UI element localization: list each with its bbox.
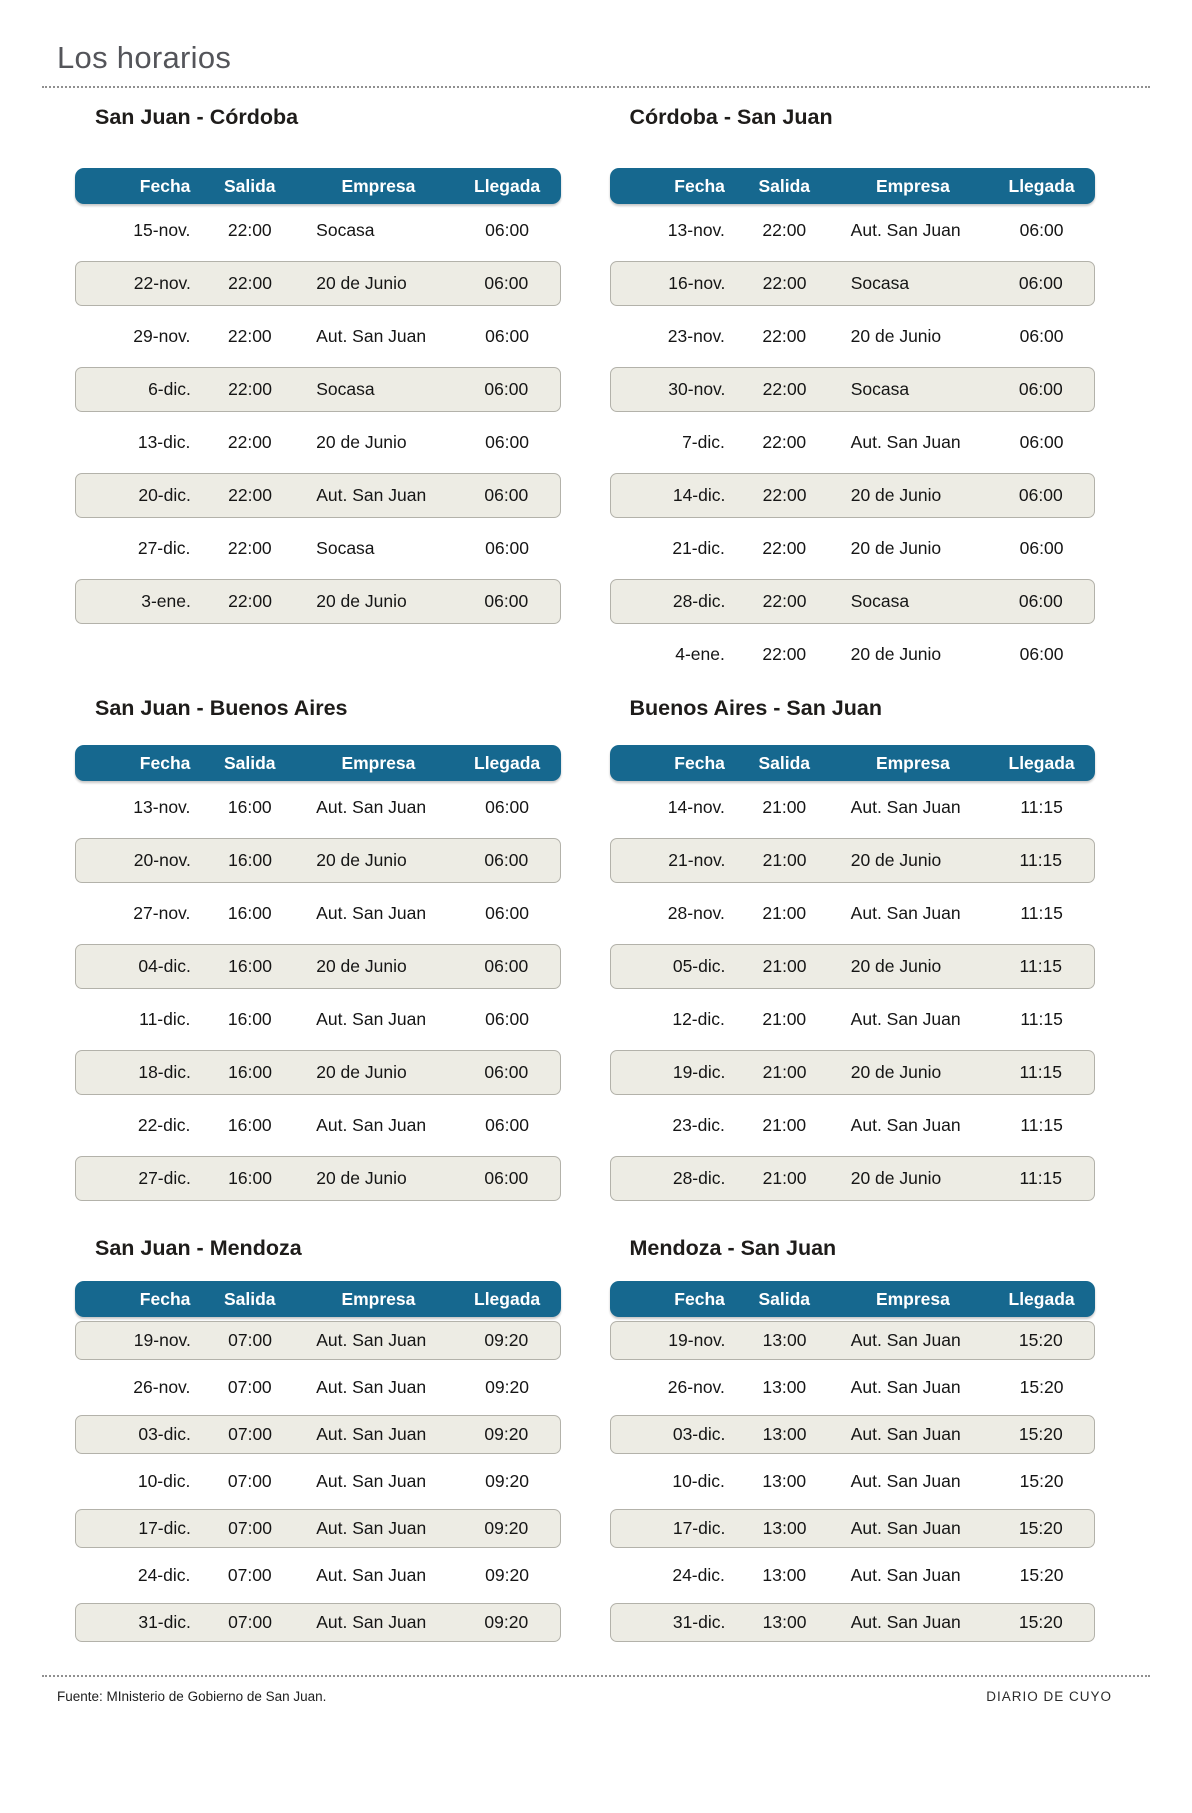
route-title: Córdoba - San Juan bbox=[629, 105, 833, 129]
route-title: San Juan - Mendoza bbox=[95, 1236, 302, 1260]
cell-fecha: 13-nov. bbox=[667, 220, 725, 240]
cell-empresa: Aut. San Juan bbox=[316, 1612, 427, 1632]
cell-llegada: 06:00 bbox=[1019, 326, 1064, 346]
cell-llegada: 11:15 bbox=[1020, 903, 1063, 923]
column-header-salida: Salida bbox=[758, 175, 811, 196]
cell-empresa: 20 de Junio bbox=[316, 1062, 407, 1082]
cell-empresa: 20 de Junio bbox=[316, 1168, 407, 1188]
table-row bbox=[75, 993, 561, 1046]
cell-llegada: 06:00 bbox=[1018, 273, 1063, 293]
cell-llegada: 15:20 bbox=[1018, 1518, 1063, 1538]
cell-empresa: Aut. San Juan bbox=[316, 797, 427, 817]
cell-salida: 21:00 bbox=[762, 1168, 807, 1188]
cell-fecha: 13-dic. bbox=[137, 432, 191, 452]
schedule-table bbox=[75, 745, 561, 1201]
column-header-fecha: Fecha bbox=[674, 752, 725, 773]
cell-llegada: 06:00 bbox=[484, 591, 529, 611]
cell-fecha: 16-nov. bbox=[668, 273, 726, 293]
cell-salida: 22:00 bbox=[762, 432, 807, 452]
cell-salida: 21:00 bbox=[762, 956, 807, 976]
column-header-empresa: Empresa bbox=[875, 1288, 950, 1309]
cell-salida: 22:00 bbox=[762, 644, 807, 664]
cell-fecha: 27-dic. bbox=[137, 538, 191, 558]
cell-empresa: 20 de Junio bbox=[850, 538, 942, 558]
cell-empresa: Socasa bbox=[316, 379, 375, 399]
cell-fecha: 15-nov. bbox=[133, 220, 191, 240]
route-section-mendoza-san-juan bbox=[610, 1205, 1096, 1646]
table-row bbox=[610, 1415, 1096, 1454]
table-row bbox=[75, 1156, 561, 1201]
cell-fecha: 27-dic. bbox=[138, 1168, 191, 1188]
cell-empresa: Aut. San Juan bbox=[850, 1009, 961, 1029]
cell-llegada: 06:00 bbox=[485, 1009, 529, 1029]
cell-empresa: Aut. San Juan bbox=[850, 1471, 961, 1491]
cell-llegada: 06:00 bbox=[484, 485, 529, 505]
table-row bbox=[610, 838, 1096, 883]
table-row bbox=[610, 473, 1096, 518]
column-header-empresa: Empresa bbox=[341, 175, 416, 196]
route-title: Mendoza - San Juan bbox=[629, 1236, 837, 1260]
table-row bbox=[75, 261, 561, 306]
cell-empresa: 20 de Junio bbox=[316, 591, 407, 611]
cell-fecha: 17-dic. bbox=[672, 1518, 726, 1538]
cell-empresa: Aut. San Juan bbox=[316, 1330, 427, 1350]
cell-salida: 13:00 bbox=[762, 1330, 807, 1350]
cell-llegada: 06:00 bbox=[484, 956, 529, 976]
cell-salida: 22:00 bbox=[228, 485, 272, 505]
cell-empresa: 20 de Junio bbox=[316, 850, 407, 870]
cell-fecha: 10-dic. bbox=[672, 1471, 725, 1491]
cell-fecha: 31-dic. bbox=[138, 1612, 191, 1632]
cell-fecha: 10-dic. bbox=[137, 1471, 191, 1491]
cell-fecha: 14-dic. bbox=[672, 485, 726, 505]
column-header-salida: Salida bbox=[223, 752, 276, 773]
cell-fecha: 23-nov. bbox=[667, 326, 725, 346]
cell-llegada: 15:20 bbox=[1019, 1565, 1064, 1585]
cell-llegada: 06:00 bbox=[1019, 538, 1064, 558]
cell-salida: 16:00 bbox=[227, 1009, 272, 1029]
cell-fecha: 4-ene. bbox=[675, 644, 725, 664]
cell-empresa: Aut. San Juan bbox=[850, 1115, 961, 1135]
table-row bbox=[75, 416, 561, 469]
table-header-row bbox=[610, 745, 1096, 781]
table-row bbox=[75, 838, 561, 883]
cell-empresa: Aut. San Juan bbox=[316, 1565, 427, 1585]
cell-llegada: 06:00 bbox=[485, 797, 529, 817]
table-row bbox=[610, 310, 1096, 363]
table-row bbox=[75, 1603, 561, 1642]
cell-fecha: 30-nov. bbox=[668, 379, 726, 399]
cell-fecha: 05-dic. bbox=[672, 956, 726, 976]
table-row bbox=[610, 416, 1096, 469]
cell-salida: 16:00 bbox=[227, 903, 272, 923]
cell-empresa: Aut. San Juan bbox=[316, 1518, 427, 1538]
cell-salida: 22:00 bbox=[227, 538, 272, 558]
cell-salida: 22:00 bbox=[227, 220, 272, 240]
route-title: Buenos Aires - San Juan bbox=[629, 696, 882, 720]
column-header-fecha: Fecha bbox=[139, 175, 191, 196]
cell-fecha: 3-ene. bbox=[141, 591, 191, 611]
cell-llegada: 06:00 bbox=[484, 1062, 529, 1082]
cell-salida: 21:00 bbox=[762, 1009, 807, 1029]
cell-fecha: 19-nov. bbox=[668, 1330, 726, 1350]
column-header-llegada: Llegada bbox=[1008, 1288, 1075, 1309]
table-row bbox=[75, 781, 561, 834]
cell-salida: 21:00 bbox=[762, 1062, 807, 1082]
cell-salida: 21:00 bbox=[762, 797, 807, 817]
column-header-llegada: Llegada bbox=[1008, 752, 1075, 773]
cell-salida: 07:00 bbox=[228, 1424, 272, 1444]
cell-llegada: 09:20 bbox=[484, 1518, 529, 1538]
cell-salida: 22:00 bbox=[227, 326, 272, 346]
cell-empresa: Aut. San Juan bbox=[316, 903, 427, 923]
table-header-row bbox=[75, 745, 561, 781]
cell-salida: 13:00 bbox=[762, 1565, 807, 1585]
table-row bbox=[75, 944, 561, 989]
bottom-dotted-divider bbox=[42, 1675, 1150, 1677]
column-header-fecha: Fecha bbox=[674, 1288, 725, 1309]
cell-llegada: 09:20 bbox=[484, 1424, 529, 1444]
cell-llegada: 11:15 bbox=[1019, 1062, 1063, 1082]
cell-empresa: Aut. San Juan bbox=[316, 1471, 427, 1491]
cell-salida: 16:00 bbox=[228, 850, 272, 870]
cell-llegada: 09:20 bbox=[484, 1612, 529, 1632]
cell-empresa: Socasa bbox=[316, 220, 375, 240]
route-section-cordoba-san-juan bbox=[610, 88, 1096, 681]
cell-fecha: 21-nov. bbox=[668, 850, 726, 870]
cell-salida: 13:00 bbox=[762, 1612, 807, 1632]
cell-empresa: Aut. San Juan bbox=[316, 485, 427, 505]
cell-salida: 22:00 bbox=[762, 591, 807, 611]
cell-salida: 22:00 bbox=[762, 538, 807, 558]
table-row bbox=[75, 473, 561, 518]
route-section-san-juan-mendoza bbox=[75, 1205, 561, 1646]
cell-empresa: Aut. San Juan bbox=[850, 797, 961, 817]
table-header-row bbox=[75, 168, 561, 204]
cell-empresa: 20 de Junio bbox=[316, 956, 407, 976]
cell-llegada: 06:00 bbox=[1018, 485, 1063, 505]
page-title: Los horarios bbox=[57, 40, 232, 75]
cell-llegada: 06:00 bbox=[484, 379, 529, 399]
schedule-table bbox=[610, 168, 1096, 681]
column-header-fecha: Fecha bbox=[674, 175, 725, 196]
column-header-empresa: Empresa bbox=[341, 1288, 416, 1309]
cell-fecha: 22-dic. bbox=[137, 1115, 191, 1135]
route-section-san-juan-cordoba bbox=[75, 88, 561, 681]
cell-llegada: 15:20 bbox=[1019, 1377, 1064, 1397]
cell-empresa: Socasa bbox=[850, 379, 910, 399]
cell-fecha: 14-nov. bbox=[667, 797, 725, 817]
cell-fecha: 6-dic. bbox=[148, 379, 191, 399]
table-row bbox=[610, 887, 1096, 940]
cell-fecha: 11-dic. bbox=[139, 1009, 191, 1029]
cell-llegada: 06:00 bbox=[485, 538, 529, 558]
cell-empresa: 20 de Junio bbox=[850, 644, 942, 664]
cell-salida: 16:00 bbox=[228, 1168, 272, 1188]
cell-fecha: 23-dic. bbox=[672, 1115, 725, 1135]
cell-fecha: 28-dic. bbox=[672, 1168, 726, 1188]
column-header-llegada: Llegada bbox=[474, 752, 541, 773]
cell-llegada: 15:20 bbox=[1018, 1330, 1063, 1350]
table-row bbox=[610, 367, 1096, 412]
footer bbox=[57, 1689, 1112, 1704]
cell-empresa: Aut. San Juan bbox=[850, 432, 961, 452]
cell-llegada: 06:00 bbox=[484, 273, 529, 293]
cell-empresa: Aut. San Juan bbox=[850, 1612, 961, 1632]
table-row bbox=[610, 1509, 1096, 1548]
table-row bbox=[610, 1050, 1096, 1095]
cell-fecha: 13-nov. bbox=[133, 797, 191, 817]
cell-empresa: Aut. San Juan bbox=[850, 1330, 961, 1350]
cell-salida: 16:00 bbox=[228, 1062, 272, 1082]
table-header-row bbox=[610, 1281, 1096, 1317]
cell-empresa: 20 de Junio bbox=[850, 485, 942, 505]
cell-salida: 07:00 bbox=[227, 1565, 272, 1585]
cell-empresa: Aut. San Juan bbox=[316, 1115, 427, 1135]
cell-llegada: 06:00 bbox=[485, 903, 529, 923]
table-row bbox=[75, 367, 561, 412]
table-row bbox=[610, 579, 1096, 624]
cell-fecha: 29-nov. bbox=[133, 326, 191, 346]
cell-llegada: 11:15 bbox=[1020, 1115, 1063, 1135]
table-row bbox=[75, 579, 561, 624]
cell-llegada: 09:20 bbox=[485, 1377, 529, 1397]
cell-salida: 07:00 bbox=[228, 1518, 272, 1538]
table-row bbox=[610, 1552, 1096, 1599]
cell-fecha: 27-nov. bbox=[133, 903, 191, 923]
cell-empresa: Aut. San Juan bbox=[316, 1424, 427, 1444]
cell-fecha: 17-dic. bbox=[138, 1518, 191, 1538]
cell-fecha: 12-dic. bbox=[672, 1009, 725, 1029]
cell-empresa: 20 de Junio bbox=[850, 326, 942, 346]
cell-llegada: 09:20 bbox=[484, 1330, 529, 1350]
cell-llegada: 15:20 bbox=[1018, 1424, 1063, 1444]
route-section-buenos-aires-san-juan bbox=[610, 681, 1096, 1205]
table-row bbox=[610, 993, 1096, 1046]
cell-llegada: 11:15 bbox=[1020, 1009, 1063, 1029]
cell-salida: 07:00 bbox=[228, 1330, 272, 1350]
column-header-llegada: Llegada bbox=[1008, 175, 1075, 196]
table-row bbox=[610, 522, 1096, 575]
cell-empresa: Aut. San Juan bbox=[850, 1424, 961, 1444]
cell-fecha: 24-dic. bbox=[672, 1565, 725, 1585]
table-row bbox=[610, 1458, 1096, 1505]
cell-fecha: 21-dic. bbox=[672, 538, 725, 558]
cell-salida: 22:00 bbox=[762, 379, 807, 399]
table-row bbox=[610, 944, 1096, 989]
cell-empresa: Aut. San Juan bbox=[850, 1565, 961, 1585]
column-header-salida: Salida bbox=[758, 1288, 811, 1309]
column-header-empresa: Empresa bbox=[341, 752, 416, 773]
cell-llegada: 11:15 bbox=[1019, 850, 1063, 870]
cell-empresa: Aut. San Juan bbox=[850, 903, 961, 923]
cell-llegada: 11:15 bbox=[1020, 797, 1063, 817]
cell-llegada: 06:00 bbox=[485, 220, 529, 240]
cell-fecha: 19-nov. bbox=[133, 1330, 191, 1350]
table-row bbox=[75, 204, 561, 257]
cell-llegada: 06:00 bbox=[1018, 591, 1063, 611]
cell-llegada: 06:00 bbox=[1019, 644, 1064, 664]
cell-salida: 22:00 bbox=[228, 273, 272, 293]
cell-empresa: Aut. San Juan bbox=[850, 1518, 961, 1538]
cell-llegada: 09:20 bbox=[485, 1471, 529, 1491]
source-credit: Fuente: MInisterio de Gobierno de San Juan. bbox=[57, 1689, 327, 1704]
cell-empresa: 20 de Junio bbox=[316, 273, 407, 293]
cell-fecha: 20-nov. bbox=[133, 850, 191, 870]
cell-salida: 16:00 bbox=[227, 797, 272, 817]
table-row bbox=[75, 522, 561, 575]
cell-llegada: 11:15 bbox=[1019, 1168, 1063, 1188]
cell-llegada: 06:00 bbox=[1019, 432, 1064, 452]
column-header-empresa: Empresa bbox=[875, 175, 950, 196]
cell-llegada: 06:00 bbox=[485, 1115, 529, 1135]
cell-llegada: 06:00 bbox=[1019, 220, 1064, 240]
cell-fecha: 20-dic. bbox=[138, 485, 191, 505]
table-row bbox=[75, 1321, 561, 1360]
cell-fecha: 19-dic. bbox=[672, 1062, 726, 1082]
column-header-fecha: Fecha bbox=[139, 752, 191, 773]
column-header-llegada: Llegada bbox=[474, 1288, 541, 1309]
cell-salida: 22:00 bbox=[762, 326, 807, 346]
table-row bbox=[610, 1321, 1096, 1360]
cell-fecha: 03-dic. bbox=[672, 1424, 726, 1444]
cell-fecha: 24-dic. bbox=[137, 1565, 191, 1585]
cell-salida: 22:00 bbox=[228, 591, 272, 611]
schedule-grid bbox=[75, 88, 1095, 1646]
cell-llegada: 06:00 bbox=[485, 432, 529, 452]
table-row bbox=[75, 887, 561, 940]
cell-salida: 07:00 bbox=[228, 1612, 272, 1632]
cell-empresa: 20 de Junio bbox=[850, 1062, 942, 1082]
cell-empresa: Aut. San Juan bbox=[316, 326, 427, 346]
column-header-empresa: Empresa bbox=[875, 752, 950, 773]
table-row bbox=[75, 310, 561, 363]
table-row bbox=[75, 1415, 561, 1454]
cell-fecha: 26-nov. bbox=[133, 1377, 191, 1397]
cell-salida: 13:00 bbox=[762, 1518, 807, 1538]
cell-empresa: Aut. San Juan bbox=[316, 1009, 427, 1029]
cell-fecha: 04-dic. bbox=[138, 956, 191, 976]
route-title: San Juan - Buenos Aires bbox=[95, 696, 348, 720]
cell-llegada: 15:20 bbox=[1018, 1612, 1063, 1632]
publisher-brand: DIARIO DE CUYO bbox=[986, 1689, 1112, 1704]
cell-empresa: 20 de Junio bbox=[316, 432, 407, 452]
table-header-row bbox=[75, 1281, 561, 1317]
cell-salida: 07:00 bbox=[227, 1471, 272, 1491]
cell-empresa: 20 de Junio bbox=[850, 956, 942, 976]
cell-empresa: Socasa bbox=[850, 273, 910, 293]
table-row bbox=[610, 1603, 1096, 1642]
cell-empresa: Aut. San Juan bbox=[850, 220, 961, 240]
cell-llegada: 06:00 bbox=[484, 850, 529, 870]
table-header-row bbox=[610, 168, 1096, 204]
cell-empresa: Aut. San Juan bbox=[316, 1377, 427, 1397]
cell-llegada: 06:00 bbox=[485, 326, 529, 346]
cell-llegada: 06:00 bbox=[1018, 379, 1063, 399]
cell-fecha: 28-nov. bbox=[667, 903, 725, 923]
cell-fecha: 03-dic. bbox=[138, 1424, 191, 1444]
cell-salida: 22:00 bbox=[228, 379, 272, 399]
column-header-fecha: Fecha bbox=[139, 1288, 191, 1309]
cell-empresa: 20 de Junio bbox=[850, 1168, 942, 1188]
table-row bbox=[75, 1364, 561, 1411]
cell-salida: 22:00 bbox=[762, 273, 807, 293]
cell-salida: 07:00 bbox=[227, 1377, 272, 1397]
cell-salida: 13:00 bbox=[762, 1377, 807, 1397]
table-row bbox=[75, 1050, 561, 1095]
schedule-table bbox=[75, 168, 561, 624]
route-section-san-juan-buenos-aires bbox=[75, 681, 561, 1205]
cell-salida: 21:00 bbox=[762, 903, 807, 923]
cell-salida: 22:00 bbox=[227, 432, 272, 452]
cell-fecha: 7-dic. bbox=[682, 432, 725, 452]
cell-salida: 16:00 bbox=[228, 956, 272, 976]
table-row bbox=[75, 1099, 561, 1152]
cell-salida: 13:00 bbox=[762, 1471, 807, 1491]
table-row bbox=[610, 1099, 1096, 1152]
cell-empresa: Socasa bbox=[316, 538, 375, 558]
cell-salida: 21:00 bbox=[762, 850, 807, 870]
cell-salida: 22:00 bbox=[762, 220, 807, 240]
cell-empresa: 20 de Junio bbox=[850, 850, 942, 870]
cell-fecha: 18-dic. bbox=[138, 1062, 191, 1082]
column-header-salida: Salida bbox=[223, 175, 276, 196]
table-row bbox=[610, 628, 1096, 681]
route-title: San Juan - Córdoba bbox=[95, 105, 299, 129]
cell-fecha: 26-nov. bbox=[667, 1377, 725, 1397]
table-row bbox=[610, 1364, 1096, 1411]
table-row bbox=[610, 204, 1096, 257]
table-row bbox=[75, 1509, 561, 1548]
table-row bbox=[75, 1552, 561, 1599]
cell-salida: 13:00 bbox=[762, 1424, 807, 1444]
cell-empresa: Socasa bbox=[850, 591, 910, 611]
cell-salida: 22:00 bbox=[762, 485, 807, 505]
cell-llegada: 06:00 bbox=[484, 1168, 529, 1188]
cell-empresa: Aut. San Juan bbox=[850, 1377, 961, 1397]
table-row bbox=[75, 1458, 561, 1505]
table-row bbox=[610, 781, 1096, 834]
cell-salida: 21:00 bbox=[762, 1115, 807, 1135]
cell-fecha: 28-dic. bbox=[672, 591, 726, 611]
cell-fecha: 22-nov. bbox=[133, 273, 191, 293]
schedule-table bbox=[610, 1281, 1096, 1642]
column-header-salida: Salida bbox=[758, 752, 811, 773]
column-header-llegada: Llegada bbox=[474, 175, 541, 196]
column-header-salida: Salida bbox=[223, 1288, 276, 1309]
schedule-table bbox=[610, 745, 1096, 1201]
cell-llegada: 09:20 bbox=[485, 1565, 529, 1585]
cell-fecha: 31-dic. bbox=[672, 1612, 726, 1632]
table-row bbox=[610, 1156, 1096, 1201]
table-row bbox=[610, 261, 1096, 306]
schedule-table bbox=[75, 1281, 561, 1642]
cell-llegada: 15:20 bbox=[1019, 1471, 1064, 1491]
cell-llegada: 11:15 bbox=[1019, 956, 1063, 976]
cell-salida: 16:00 bbox=[227, 1115, 272, 1135]
